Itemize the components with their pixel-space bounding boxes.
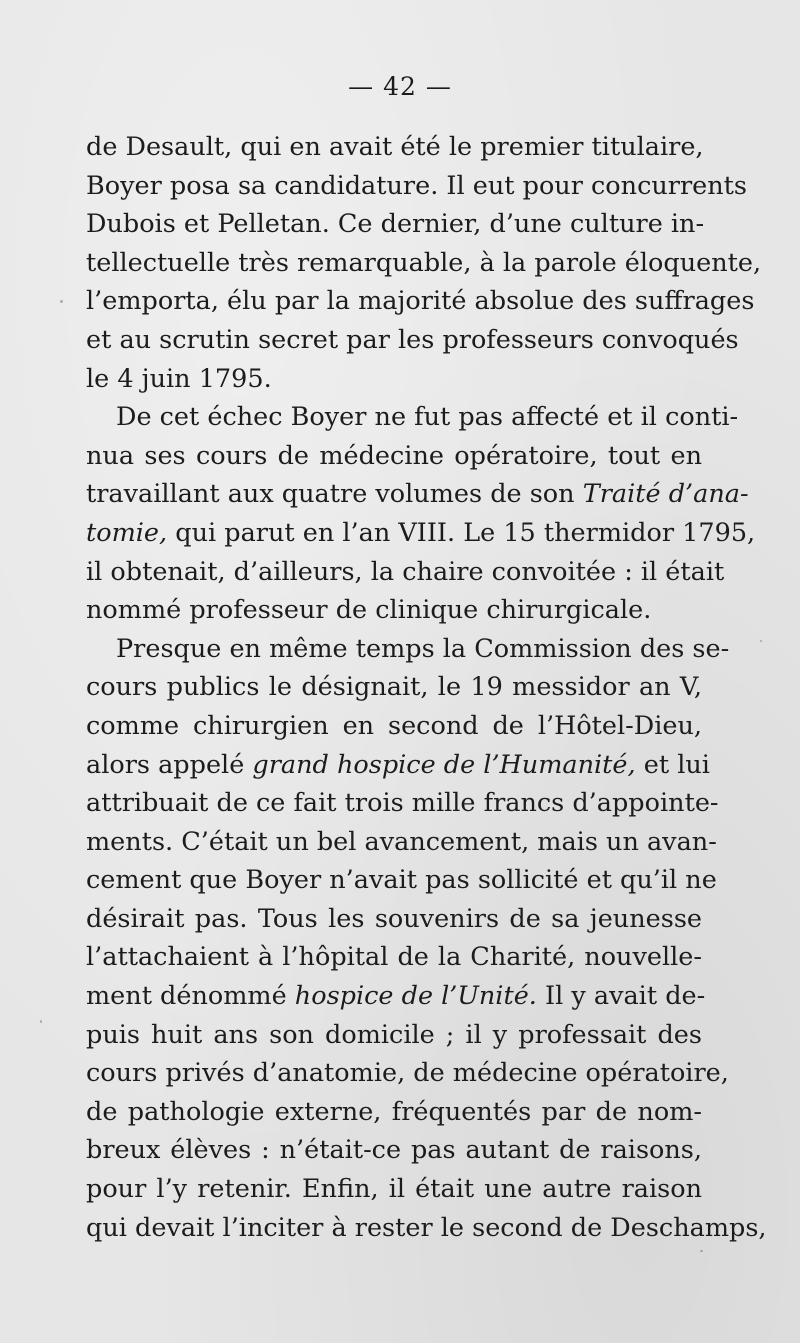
line-text: nua ses cours de médecine opératoire, tout en bbox=[86, 440, 702, 471]
page-number: — 42 — bbox=[348, 72, 452, 101]
text-line bbox=[86, 1016, 702, 1055]
print-speck bbox=[760, 640, 762, 642]
line-text: de pathologie externe, fréquentés par de nom- bbox=[86, 1096, 702, 1127]
print-speck bbox=[700, 1250, 703, 1252]
text-line bbox=[86, 1093, 702, 1132]
text-line bbox=[86, 321, 739, 360]
text-line bbox=[86, 900, 702, 939]
line-text: tellectuelle très remarquable, à la parole éloquente, bbox=[86, 247, 762, 278]
line-text: qui parut en l’an VIII. Le 15 thermidor 1795, bbox=[167, 517, 756, 548]
line-text: travaillant aux quatre volumes de son bbox=[86, 479, 583, 510]
italic-text: Traité d’ana- bbox=[582, 479, 749, 510]
print-speck bbox=[60, 300, 63, 303]
text-line bbox=[86, 861, 717, 900]
text-line bbox=[86, 1209, 767, 1248]
line-text: alors appelé bbox=[86, 749, 253, 780]
line-text: pour l’y retenir. Enfin, il était une autre raison bbox=[86, 1174, 702, 1205]
text-line bbox=[86, 707, 702, 746]
text-line bbox=[86, 938, 702, 977]
line-text: de Desault, qui en avait été le premier titulaire, bbox=[86, 132, 704, 162]
text-line bbox=[86, 1131, 702, 1170]
line-text: nommé professeur de clinique chirurgicale. bbox=[86, 595, 652, 626]
line-text: il obtenait, d’ailleurs, la chaire convoitée : il était bbox=[86, 556, 725, 587]
italic-text: hospice de l’Unité. bbox=[294, 981, 537, 1012]
line-text: breux élèves : n’était-ce pas autant de raisons, bbox=[86, 1135, 702, 1166]
text-line bbox=[86, 398, 739, 437]
line-text: attribuait de ce fait trois mille francs d’appointe- bbox=[86, 788, 719, 819]
text-line bbox=[86, 514, 756, 553]
line-text: l’emporta, élu par la majorité absolue des suffrages bbox=[86, 286, 755, 317]
text-line bbox=[86, 1170, 702, 1209]
text-line bbox=[86, 823, 717, 862]
text-line bbox=[86, 167, 748, 206]
text-line bbox=[86, 746, 710, 785]
line-text-tail: et lui bbox=[635, 749, 710, 780]
line-text: puis huit ans son domicile ; il y professait des bbox=[86, 1019, 702, 1050]
line-text: l’attachaient à l’hôpital de la Charité, nouvelle- bbox=[86, 942, 702, 973]
print-speck bbox=[40, 1020, 42, 1023]
line-text: ment dénommé bbox=[86, 981, 295, 1012]
text-line bbox=[86, 977, 706, 1016]
text-line bbox=[86, 360, 702, 399]
line-text: De cet échec Boyer ne fut pas affecté et il conti- bbox=[116, 402, 739, 433]
line-text: cours privés d’anatomie, de médecine opératoire, bbox=[86, 1058, 729, 1089]
text-line bbox=[86, 553, 725, 592]
line-text: ments. C’était un bel avancement, mais un avan- bbox=[86, 826, 717, 857]
line-text: désirait pas. Tous les souvenirs de sa jeunesse bbox=[86, 903, 702, 934]
text-line bbox=[86, 128, 702, 167]
line-text: Dubois et Pelletan. Ce dernier, d’une culture in- bbox=[86, 209, 705, 240]
text-line bbox=[86, 668, 702, 707]
line-text-tail: Il y avait de- bbox=[536, 981, 706, 1012]
text-line bbox=[86, 591, 702, 630]
body-text bbox=[86, 128, 767, 1247]
line-text: cement que Boyer n’avait pas sollicité et qu’il ne bbox=[86, 865, 717, 896]
text-line bbox=[86, 784, 719, 823]
text-line bbox=[86, 630, 730, 669]
text-line bbox=[86, 244, 762, 283]
line-text: Presque en même temps la Commission des se- bbox=[116, 633, 730, 664]
text-line bbox=[86, 282, 755, 321]
text-line bbox=[86, 205, 705, 244]
text-line bbox=[86, 475, 749, 514]
text-line bbox=[86, 437, 702, 476]
line-text: Boyer posa sa candidature. Il eut pour concurrents bbox=[86, 170, 748, 201]
line-text: le 4 juin 1795. bbox=[86, 363, 272, 394]
italic-text: grand hospice de l’Humanité, bbox=[252, 749, 636, 780]
text-line bbox=[86, 1054, 729, 1093]
line-text: et au scrutin secret par les professeurs convoqués bbox=[86, 324, 739, 355]
line-text: qui devait l’inciter à rester le second de Deschamps, bbox=[86, 1212, 767, 1243]
line-text: comme chirurgien en second de l’Hôtel-Dieu, bbox=[86, 710, 702, 741]
line-text: cours publics le désignait, le 19 messidor an V, bbox=[86, 672, 702, 703]
italic-text: tomie, bbox=[86, 517, 168, 548]
